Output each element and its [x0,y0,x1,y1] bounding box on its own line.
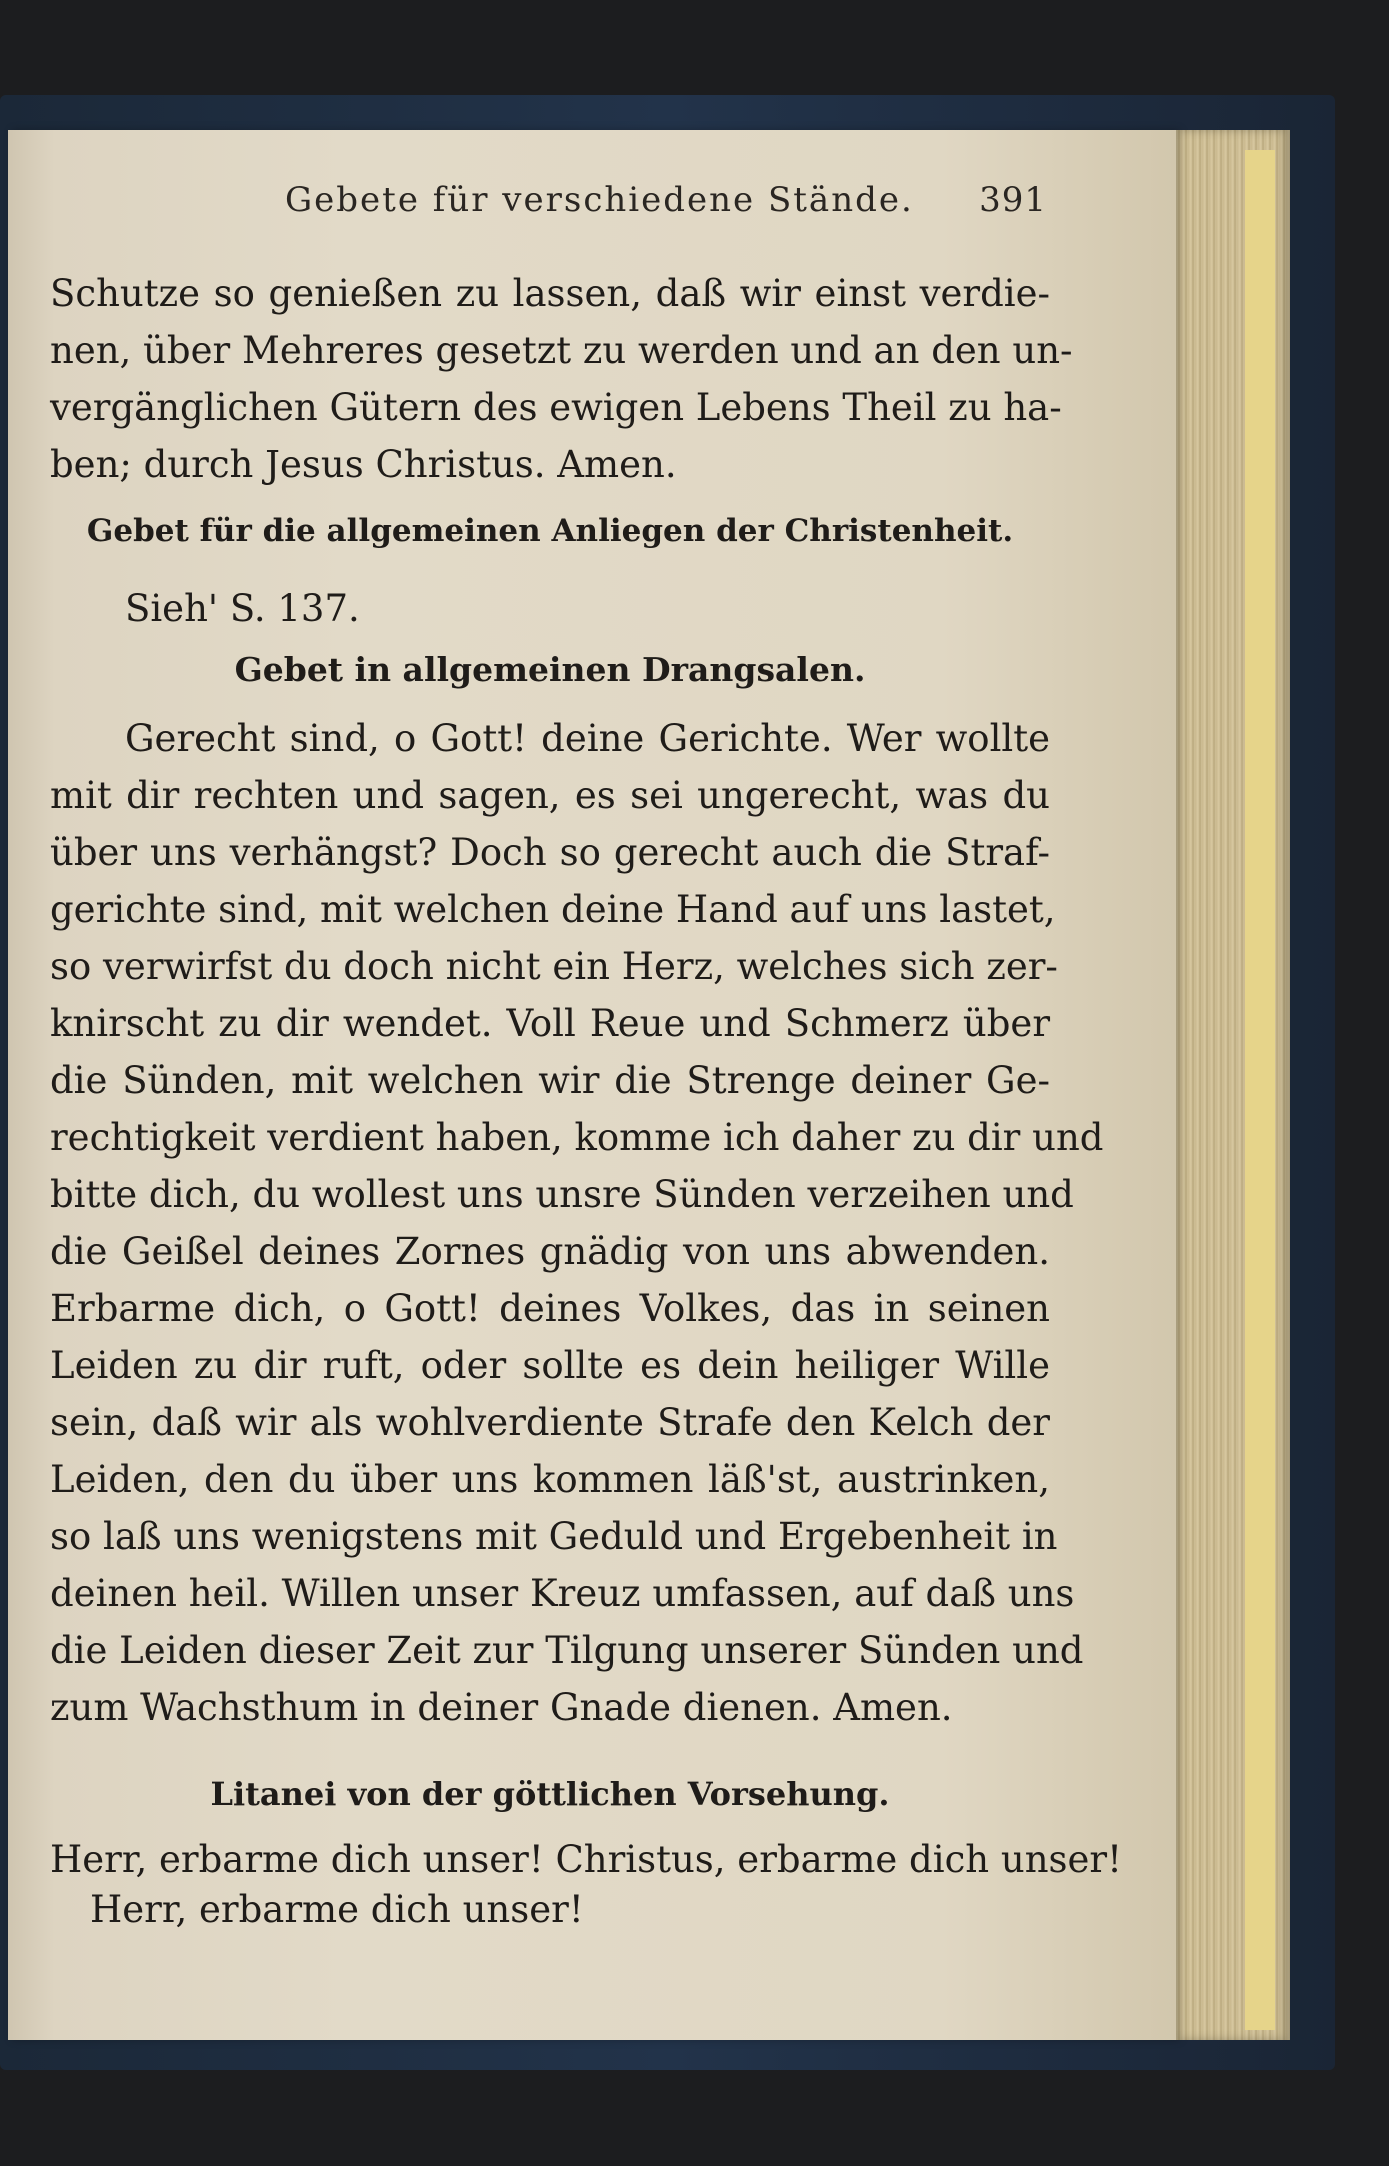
prayer-paragraph [50,710,1104,1736]
text-line: die Leiden dieser Zeit zur Tilgung unserer Sünden und [50,1629,1084,1672]
page-number: 391 [979,180,1047,220]
text-line: vergänglichen Gütern des ewigen Lebens Theil zu ha- [50,386,1062,429]
text-line: rechtigkeit verdient haben, komme ich daher zu dir und [50,1116,1104,1159]
text-line: Erbarme dich, o Gott! deines Volkes, das in seinen [50,1287,1050,1330]
litany-block [50,1835,1122,1935]
text-line: nen, über Mehreres gesetzt zu werden und an den un- [50,329,1073,372]
text-line: die Geißel deines Zornes gnädig von uns abwenden. [50,1230,1050,1273]
text-line: bitte dich, du wollest uns unsre Sünden verzeihen und [50,1173,1074,1216]
intro-paragraph [50,265,1073,493]
text-line: Herr, erbarme dich unser! [90,1888,584,1931]
running-head: Gebete für verschiedene Stände. [285,180,914,220]
page-edge [1245,150,1275,2030]
page-header [285,180,1055,230]
text-line: so laß uns wenigstens mit Geduld und Ergebenheit in [50,1515,1058,1558]
text-line: Gerecht sind, o Gott! deine Gerichte. Wer wollte [125,717,1050,760]
text-line: ben; durch Jesus Christus. Amen. [50,443,677,486]
text-line: Leiden zu dir ruft, oder sollte es dein heiliger Wille [50,1344,1050,1387]
text-line: über uns verhängst? Doch so gerecht auch die Straf- [50,831,1050,874]
text-line: Herr, erbarme dich unser! Christus, erbarme dich unser! [50,1838,1122,1881]
text-line: die Sünden, mit welchen wir die Strenge deiner Ge- [50,1059,1050,1102]
heading-christenheit: Gebet für die allgemeinen Anliegen der Christenheit. [86,513,1014,549]
text-line: gerichte sind, mit welchen deine Hand auf uns lastet, [50,888,1056,931]
text-line: knirscht zu dir wendet. Voll Reue und Schmerz über [50,1002,1050,1045]
text-line: Schutze so genießen zu lassen, daß wir einst verdie- [50,272,1050,315]
heading-litanei: Litanei von der göttlichen Vorsehung. [210,1775,890,1813]
heading-drangsalen: Gebet in allgemeinen Drangsalen. [234,650,866,689]
text-line: mit dir rechten und sagen, es sei ungerecht, was du [50,774,1050,817]
text-line: zum Wachsthum in deiner Gnade dienen. Amen. [50,1686,953,1729]
see-reference: Sieh' S. 137. [125,587,360,630]
text-line: Leiden, den du über uns kommen läß'st, austrinken, [50,1458,1050,1501]
see-reference-block [50,580,1050,637]
text-line: sein, daß wir als wohlverdiente Strafe den Kelch der [50,1401,1050,1444]
text-line: so verwirfst du doch nicht ein Herz, welches sich zer- [50,945,1058,988]
text-line: deinen heil. Willen unser Kreuz umfassen, auf daß uns [50,1572,1075,1615]
